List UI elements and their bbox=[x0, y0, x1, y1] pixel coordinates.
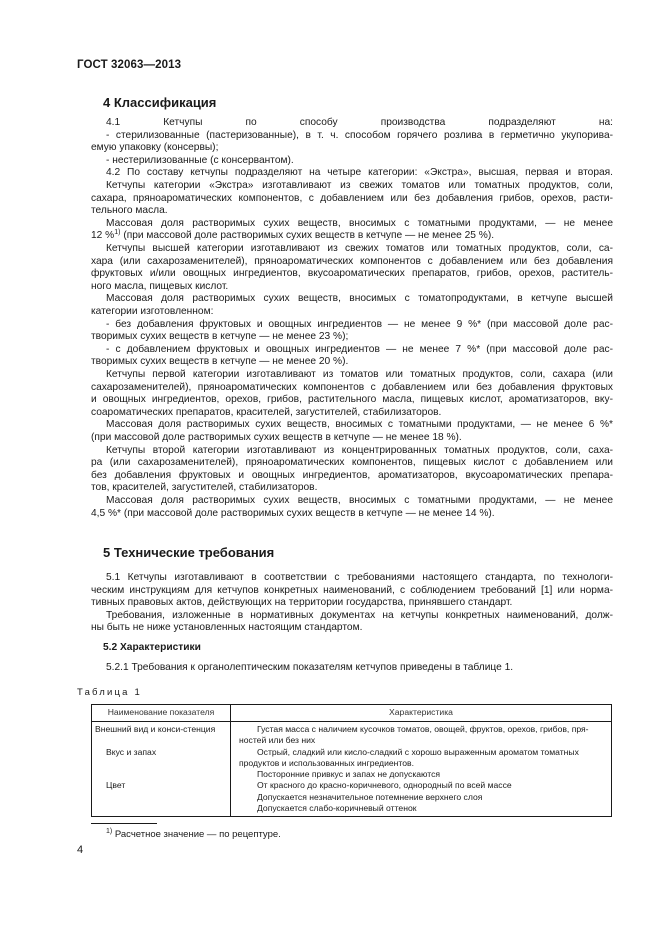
para-line: без добавления фруктовых и овощных ингредиентов, ароматизаторов, вкусоароматических препара- bbox=[91, 469, 613, 481]
column-header: Характеристика bbox=[231, 705, 612, 722]
footnote bbox=[106, 829, 281, 840]
para-line: Требования, изложенные в нормативных документах на кетчупы конкретных наименований, долж- bbox=[106, 609, 613, 621]
para-line: ного масла, пищевых кислот. bbox=[91, 280, 229, 292]
characteristic-text: Допускается слабо-коричневый оттенок bbox=[257, 803, 417, 814]
para-line: Кетчупы высшей категории изготавливают из свежих томатов или томатных продуктов, соли, са- bbox=[106, 243, 613, 254]
indicator-name: Вкус и запах bbox=[92, 747, 231, 781]
para-line: 4,5 %* (при массовой доле растворимых сухих веществ в кетчупе — не менее 14 %). bbox=[91, 507, 495, 519]
footnote-text: Расчетное значение — по рецептуре. bbox=[114, 829, 281, 840]
para-line: 4.2 По составу кетчупы подразделяют на четыре категории: «Экстра», высшая, первая и вторая. bbox=[106, 167, 613, 179]
para-line: ны быть не ниже установленных настоящим стандартом. bbox=[91, 622, 363, 634]
indicator-characteristic bbox=[231, 780, 612, 816]
section-4-heading: 4 Классификация bbox=[103, 95, 217, 110]
table-caption: Таблица 1 bbox=[77, 687, 142, 698]
para-line: сахарозаменителей), пряноароматических компонентов с добавлением или без добавления фруктовых bbox=[91, 381, 613, 393]
para-line: творимых сухих веществ в кетчупе — не менее 23 %); bbox=[91, 331, 349, 343]
para-line: соароматических препаратов, красителей, загустителей, стабилизаторов. bbox=[91, 406, 442, 418]
para-line: Кетчупы первой категории изготавливают из томатов или томатных продуктов, соли, сахара (или bbox=[106, 369, 613, 380]
para-line: - нестерилизованные (с консервантом). bbox=[106, 154, 294, 166]
para-line: Кетчупы второй категории изготавливают из концентрированных томатных продуктов, соли, саха- bbox=[106, 444, 613, 456]
para-line: и овощных ингредиентов, орехов, грибов, растительного масла, пищевых кислот, ароматизаторов, вку- bbox=[91, 394, 613, 406]
table-row bbox=[92, 722, 612, 747]
para-line: Кетчупы категории «Экстра» изготавливают из свежих томатов или томатных продуктов, соли, bbox=[106, 180, 613, 191]
section-5-heading: 5 Технические требования bbox=[103, 545, 275, 560]
indicator-name: Цвет bbox=[92, 780, 231, 816]
footnote-ref: 1) bbox=[114, 229, 121, 237]
para-line: - с добавлением фруктовых и овощных ингредиентов — не менее 7 %* (при массовой доле рас- bbox=[106, 343, 613, 355]
para-line: - без добавления фруктовых и овощных ингредиентов — не менее 9 %* (при массовой доле рас- bbox=[106, 318, 613, 330]
characteristic-text: Допускается незначительное потемнение верхнего слоя bbox=[257, 791, 483, 802]
para-line: 5.2.1 Требования к органолептическим показателям кетчупов приведены в таблице 1. bbox=[106, 662, 514, 673]
para-line: Массовая доля растворимых сухих веществ, вносимых с томатными продуктами, — не менее bbox=[106, 495, 613, 506]
table-header-row bbox=[92, 705, 612, 722]
indicator-name: Внешний вид и конси-стенция bbox=[92, 722, 231, 747]
characteristic-text: Посторонние привкус и запах не допускаются bbox=[257, 769, 441, 780]
page-number: 4 bbox=[77, 844, 84, 856]
table-row bbox=[92, 780, 612, 816]
footnote-divider bbox=[91, 823, 157, 824]
para-line: (при массовой доле растворимых сухих веществ в кетчупе — не менее 18 %). bbox=[91, 432, 462, 443]
para-line: категории изготовленном: bbox=[91, 306, 214, 317]
document-id: ГОСТ 32063—2013 bbox=[77, 59, 182, 71]
para-line: фруктовых и/или овощных ингредиентов, вкусоароматических препаратов, грибов, орехов, раститель- bbox=[91, 268, 613, 280]
indicator-characteristic bbox=[231, 747, 612, 781]
indicator-characteristic bbox=[231, 722, 612, 747]
para-line: творимых сухих веществ в кетчупе — не менее 20 %). bbox=[91, 356, 349, 368]
para-text: (при массовой доле растворимых сухих веществ в кетчупе — не менее 25 %). bbox=[123, 230, 495, 242]
footnote-mark: 1) bbox=[106, 828, 113, 835]
para-line: - стерилизованные (пастеризованные), в т. ч. способом горячего розлива в герметично укупорива- bbox=[106, 129, 613, 141]
para-line: 5.1 Кетчупы изготавливают в соответствии с требованиями настоящего стандарта, по технологи- bbox=[106, 572, 613, 583]
para-line: ра (или сахарозаменителей), пряноароматических компонентов, пищевых кислот с добавлением или bbox=[91, 457, 613, 469]
percent-value: 12 % bbox=[91, 230, 115, 242]
para-line: Массовая доля растворимых сухих веществ, вносимых с томатопродуктами, в кетчупе высшей bbox=[106, 293, 613, 305]
characteristic-text: От красного до красно-коричневого, однородный по всей массе bbox=[257, 780, 512, 791]
para-line: 4.1 Кетчупы по способу производства подразделяют на: bbox=[106, 117, 613, 128]
para-line: емую упаковку (консервы); bbox=[91, 142, 219, 154]
organoleptic-table bbox=[91, 704, 612, 817]
para-line: Массовая доля растворимых сухих веществ, вносимых с томатными продуктами, — не менее bbox=[106, 217, 613, 229]
para-line: ческим инструкциям для кетчупов конкретных наименований, с соблюдением требований [1] или норма- bbox=[91, 584, 613, 596]
para-line: тельного масла. bbox=[91, 205, 168, 217]
para-line: хара (или сахарозаменителей), пряноароматических компонентов с добавлением или без добавления bbox=[91, 255, 613, 267]
table-row bbox=[92, 747, 612, 781]
characteristic-text: Густая масса с наличием кусочков томатов, овощей, фруктов, орехов, грибов, пря-ностей или без них bbox=[239, 724, 589, 746]
para-line bbox=[91, 230, 613, 243]
characteristic-text: Острый, сладкий или кисло-сладкий с хорошо выраженным ароматом томатных продуктов и использованных ингредиентов. bbox=[239, 746, 579, 768]
para-line: Массовая доля растворимых сухих веществ, вносимых с томатными продуктами, — не менее 6 %* bbox=[106, 419, 613, 431]
para-line: тов, красителей, загустителей, стабилизаторов. bbox=[91, 482, 318, 494]
column-header: Наименование показателя bbox=[92, 705, 231, 722]
para-line: тивных правовых актов, действующих на территории государства, принявшего стандарт. bbox=[91, 597, 513, 609]
para-line: сахара, пряноароматических компонентов, с добавлением или без добавления грибов, орехов, расти- bbox=[91, 192, 613, 204]
subsection-5-2-heading: 5.2 Характеристики bbox=[103, 642, 201, 653]
